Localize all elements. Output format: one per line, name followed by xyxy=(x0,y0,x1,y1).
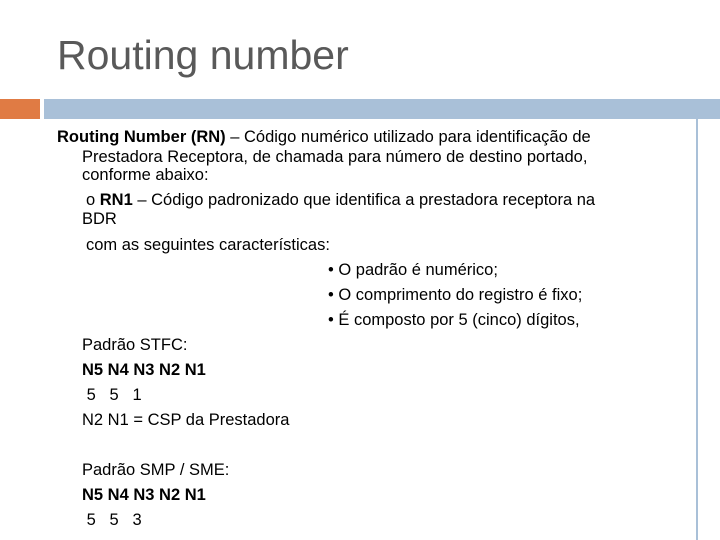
vertical-rule xyxy=(696,119,698,540)
feature-item: • O padrão é numérico; xyxy=(328,261,498,279)
intro-term: Routing Number (RN) xyxy=(57,128,226,146)
stfc-digits: 5 5 1 xyxy=(82,386,142,404)
intro-line-1 xyxy=(57,127,591,147)
rn1-line-1 xyxy=(86,190,595,210)
intro-line-3: conforme abaixo: xyxy=(82,166,209,184)
stfc-label: Padrão STFC: xyxy=(82,336,188,354)
feature-item: • É composto por 5 (cinco) dígitos, xyxy=(328,311,580,329)
intro-line-2: Prestadora Receptora, de chamada para número de destino portado, xyxy=(82,148,588,166)
rn1-line-2: BDR xyxy=(82,210,117,228)
smp-format: N5 N4 N3 N2 N1 xyxy=(82,486,206,504)
rn1-prefix: o xyxy=(86,191,100,209)
accent-bar-orange xyxy=(0,99,40,119)
smp-digits: 5 5 3 xyxy=(82,511,142,529)
stfc-format: N5 N4 N3 N2 N1 xyxy=(82,361,206,379)
intro-rest: – Código numérico utilizado para identificação de xyxy=(225,128,591,146)
feature-item: • O comprimento do registro é fixo; xyxy=(328,286,583,304)
accent-bar-blue xyxy=(44,99,720,119)
smp-label: Padrão SMP / SME: xyxy=(82,461,230,479)
rn1-term: RN1 xyxy=(99,191,133,209)
slide-title: Routing number xyxy=(57,32,349,78)
rn1-rest: – Código padronizado que identifica a prestadora receptora na xyxy=(132,191,596,209)
features-intro: com as seguintes características: xyxy=(86,236,330,254)
stfc-note: N2 N1 = CSP da Prestadora xyxy=(82,411,290,429)
